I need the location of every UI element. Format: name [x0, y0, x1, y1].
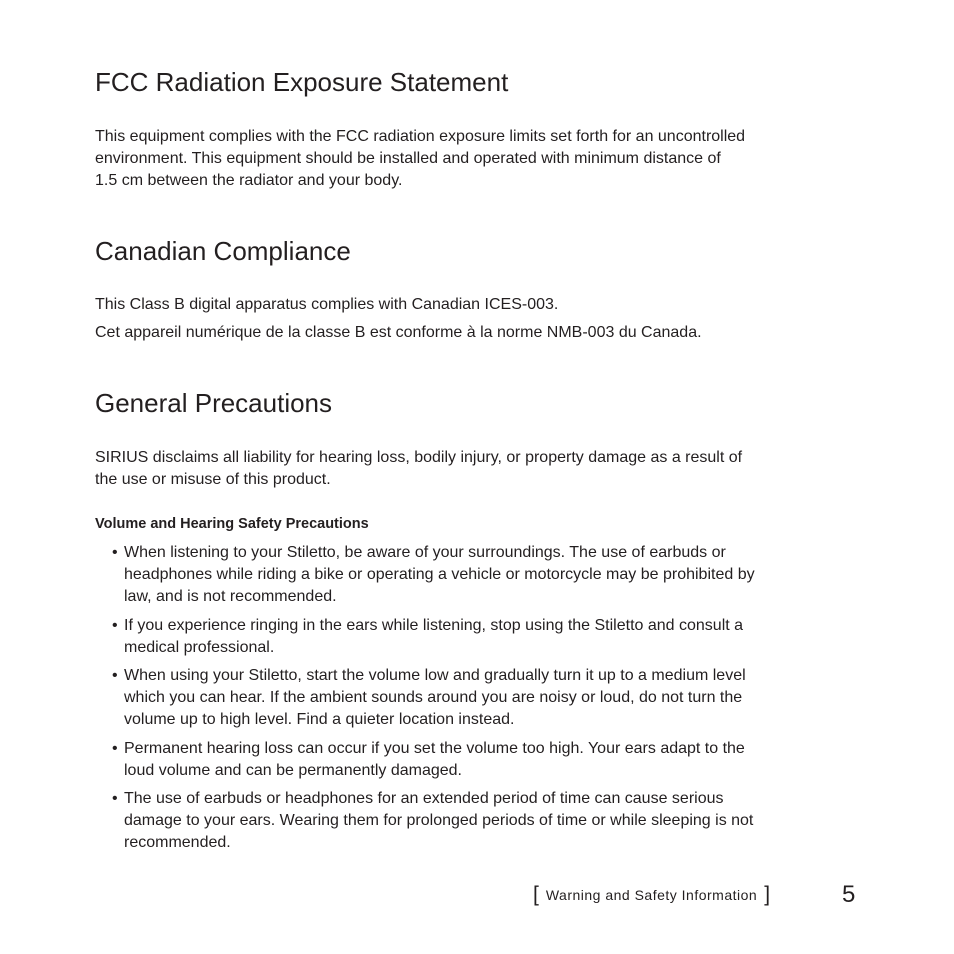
list-item-line: loud volume and can be permanently damaged.	[124, 761, 462, 779]
subheading-volume-safety: Volume and Hearing Safety Precautions	[95, 516, 369, 532]
paragraph-line: environment. This equipment should be installed and operated with minimum distance of	[95, 150, 721, 167]
list-item-line: damage to your ears. Wearing them for prolonged periods of time or while sleeping is not	[124, 812, 754, 829]
list-item	[95, 738, 865, 782]
paragraph-canadian-en: This Class B digital apparatus complies with Canadian ICES-003.	[95, 296, 559, 313]
list-item-line: When using your Stiletto, start the volume low and gradually turn it up to a medium level	[124, 667, 746, 684]
page-number: 5	[842, 881, 856, 908]
list-item-line: Permanent hearing loss can occur if you set the volume too high. Your ears adapt to the	[124, 739, 745, 757]
footer-bracket-open: [	[533, 883, 539, 906]
heading-fcc: FCC Radiation Exposure Statement	[95, 67, 509, 97]
list-item	[95, 542, 865, 608]
list-item	[95, 615, 865, 659]
bullet-icon: •	[112, 544, 118, 561]
page-footer	[533, 878, 770, 912]
footer-bracket-close: ]	[764, 883, 771, 906]
bullet-icon: •	[112, 667, 118, 684]
paragraph-line: 1.5 cm between the radiator and your body.	[95, 172, 403, 189]
list-item-line: The use of earbuds or headphones for an extended period of time can cause serious	[124, 790, 724, 807]
paragraph-line: This equipment complies with the FCC radiation exposure limits set forth for an uncontrolled	[95, 128, 746, 145]
bullet-icon: •	[112, 616, 118, 634]
heading-general: General Precautions	[95, 388, 333, 418]
list-item-line: medical professional.	[124, 638, 275, 656]
paragraph-canadian-fr: Cet appareil numérique de la classe B est conforme à la norme NMB-003 du Canada.	[95, 324, 702, 341]
list-item	[95, 788, 865, 854]
list-item-line: which you can hear. If the ambient sounds around you are noisy or loud, do not turn the	[124, 689, 743, 706]
list-item-line: If you experience ringing in the ears while listening, stop using the Stiletto and consult a	[124, 616, 744, 634]
bullet-icon: •	[112, 739, 118, 757]
bullet-icon: •	[112, 790, 118, 807]
list-item-line: recommended.	[124, 834, 231, 851]
list-item-line: volume up to high level. Find a quieter location instead.	[124, 711, 515, 728]
paragraph-line: SIRIUS disclaims all liability for hearing loss, bodily injury, or property damage as a result of	[95, 449, 743, 466]
heading-canadian: Canadian Compliance	[95, 236, 351, 266]
paragraph-fcc	[95, 126, 855, 192]
list-item-line: When listening to your Stiletto, be aware of your surroundings. The use of earbuds or	[124, 544, 726, 561]
paragraph-general	[95, 447, 855, 491]
list-item	[95, 665, 865, 731]
paragraph-line: the use or misuse of this product.	[95, 471, 331, 488]
footer-section-label: Warning and Safety Information	[545, 887, 758, 903]
list-item-line: law, and is not recommended.	[124, 588, 337, 605]
precautions-list	[95, 542, 865, 861]
list-item-line: headphones while riding a bike or operating a vehicle or motorcycle may be prohibited by	[124, 566, 755, 583]
